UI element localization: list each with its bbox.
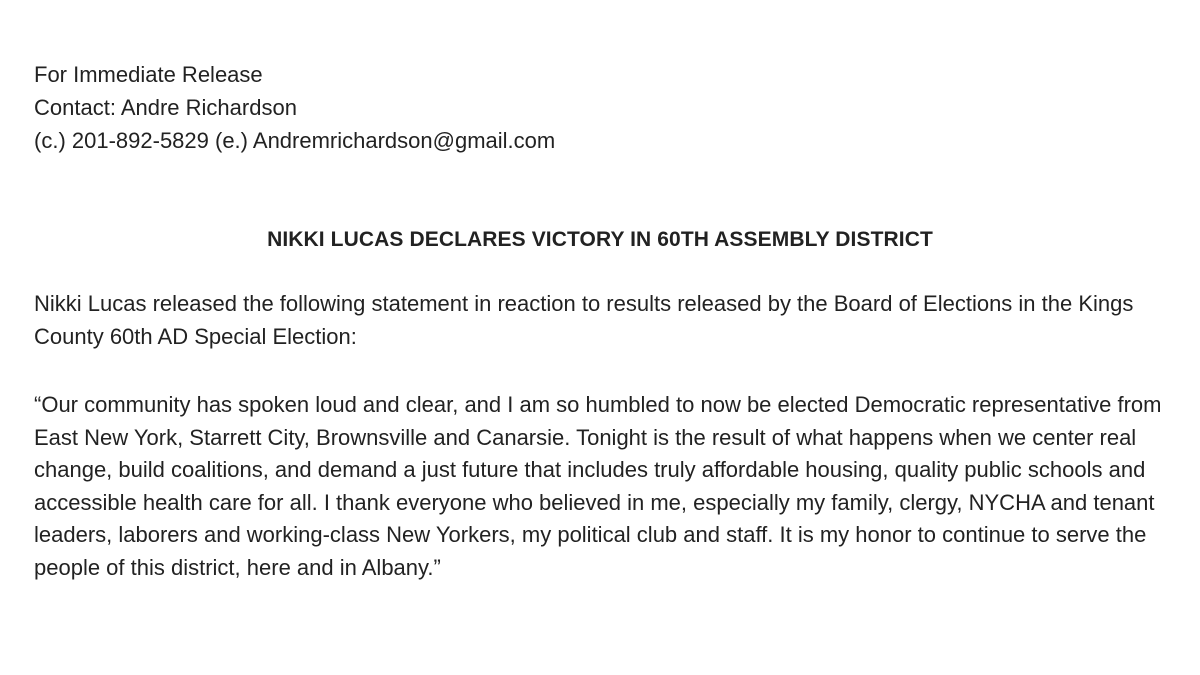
statement-quote: “Our community has spoken loud and clear, and I am so humbled to now be elected Democratic representative from East New York, Starrett City, Brownsville and Canarsie. Tonight is the result of what happens when we center real change, build coalitions, and demand a just future that includes truly affordable housing, quality public schools and accessible health care for all. I thank everyone who believed in me, especially my family, clergy, NYCHA and tenant leaders, laborers and working-class New Yorkers, my political club and staff. It is my honor to continue to serve the people of this district, here and in Albany.”: [34, 392, 1162, 580]
release-label: For Immediate Release: [34, 62, 263, 87]
intro-paragraph: Nikki Lucas released the following statement in reaction to results released by the Board of Elections in the Kings County 60th AD Special Election:: [34, 291, 1134, 349]
contact-name: Contact: Andre Richardson: [34, 95, 297, 120]
contact-details: (c.) 201-892-5829 (e.) Andremrichardson@gmail.com: [34, 128, 556, 153]
headline: NIKKI LUCAS DECLARES VICTORY IN 60TH ASSEMBLY DISTRICT: [267, 228, 933, 251]
release-header: [34, 58, 555, 157]
